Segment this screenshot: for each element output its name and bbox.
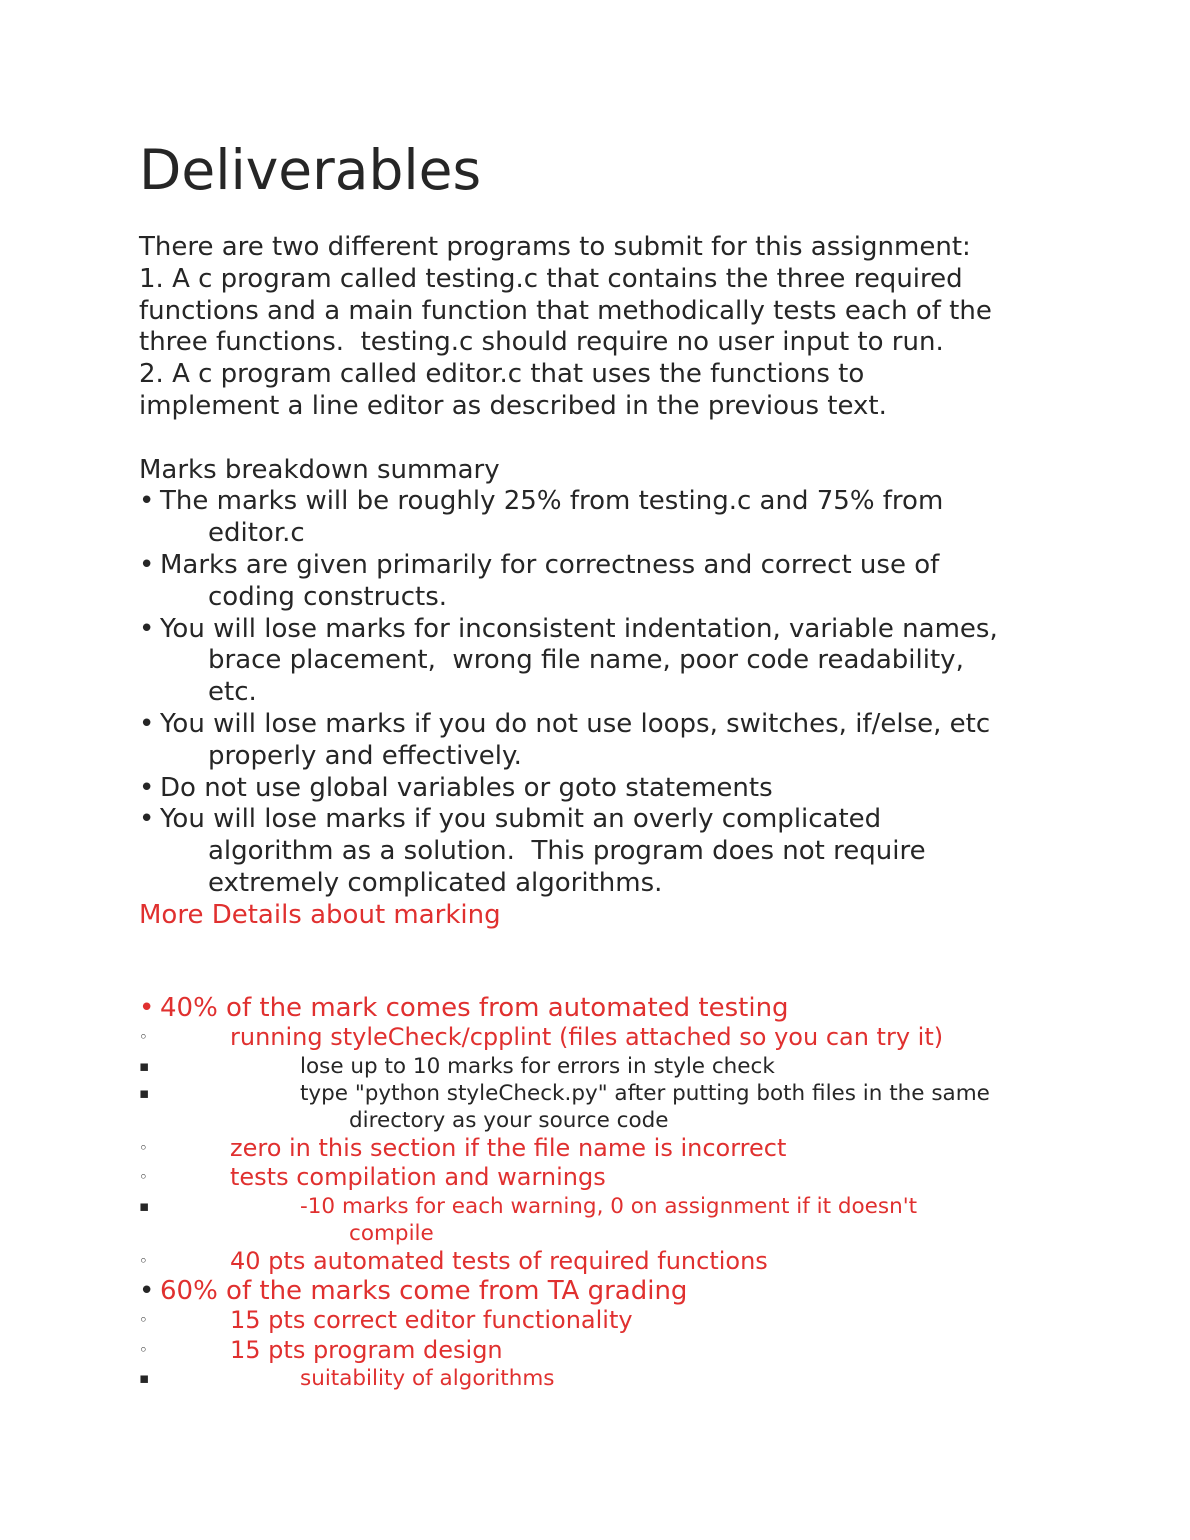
detail-item-level2 (139, 1163, 1069, 1193)
bullet-glyph: • (139, 1276, 155, 1306)
circle-bullet-glyph: ◦ (139, 1028, 148, 1046)
bullet-text-cont: algorithm as a solution. This program does not require (208, 836, 926, 867)
summary-bullet (139, 773, 1069, 805)
detail-item-level3 (139, 1193, 1069, 1247)
bullet-text: Do not use global variables or goto statements (160, 772, 773, 803)
intro-line: three functions. testing.c should require no user input to run. (139, 327, 944, 358)
bullet-text-cont: coding constructs. (208, 581, 448, 612)
detail-text: 40 pts automated tests of required functions (230, 1246, 768, 1275)
detail-text-cont: directory as your source code (349, 1107, 669, 1133)
circle-bullet-glyph: ◦ (139, 1340, 148, 1359)
summary-bullet (139, 550, 1069, 614)
marking-details-list (139, 993, 1069, 1392)
summary-bullet (139, 614, 1069, 709)
intro-line: There are two different programs to submit for this assignment: (139, 232, 971, 262)
document-body (139, 232, 1069, 932)
bullet-glyph: • (139, 486, 155, 517)
intro-line: 2. A c program called editor.c that uses the functions to (139, 359, 865, 390)
bullet-text: You will lose marks if you do not use loops, switches, if/else, etc (160, 708, 991, 739)
detail-item-level3 (139, 1053, 1069, 1080)
page-title: Deliverables (139, 138, 482, 202)
detail-text: 40% of the mark comes from automated testing (160, 993, 789, 1023)
summary-bullet (139, 804, 1069, 899)
square-bullet-glyph: ▪ (139, 1056, 150, 1075)
summary-bullet (139, 486, 1069, 550)
detail-text: 15 pts correct editor functionality (230, 1306, 633, 1334)
detail-item-level2 (139, 1306, 1069, 1336)
detail-item-level3 (139, 1365, 1069, 1392)
detail-item-level2 (139, 1023, 1069, 1053)
detail-item-level3 (139, 1080, 1069, 1134)
detail-item-level1 (139, 993, 1069, 1023)
detail-text: zero in this section if the file name is incorrect (230, 1133, 787, 1162)
bullet-text: The marks will be roughly 25% from testing.c and 75% from (160, 486, 944, 517)
detail-text: suitability of algorithms (300, 1366, 555, 1391)
intro-line: functions and a main function that methodically tests each of the (139, 295, 992, 326)
blank-line (139, 423, 1069, 455)
summary-bullet (139, 709, 1069, 773)
detail-text: tests compilation and warnings (230, 1163, 606, 1191)
square-bullet-glyph: ▪ (139, 1196, 150, 1215)
bullet-text-cont: extremely complicated algorithms. (208, 867, 663, 898)
circle-bullet-glyph: ◦ (139, 1311, 148, 1329)
bullet-text: Marks are given primarily for correctness and correct use of (160, 549, 940, 580)
detail-text: type "python styleCheck.py" after putting both files in the same (300, 1080, 990, 1106)
details-heading: More Details about marking (139, 899, 501, 930)
detail-text: lose up to 10 marks for errors in style check (300, 1053, 775, 1079)
detail-item-level2 (139, 1134, 1069, 1164)
bullet-glyph: • (139, 772, 155, 803)
detail-item-level2 (139, 1336, 1069, 1366)
bullet-text-cont: etc. (208, 677, 257, 708)
bullet-text: You will lose marks for inconsistent indentation, variable names, (160, 613, 998, 644)
intro-line: implement a line editor as described in the previous text. (139, 390, 887, 421)
summary-heading: Marks breakdown summary (139, 454, 500, 485)
detail-text: 15 pts program design (230, 1335, 503, 1364)
square-bullet-glyph: ▪ (139, 1369, 150, 1387)
detail-text: running styleCheck/cpplint (files attached so you can try it) (230, 1023, 944, 1051)
intro-line: 1. A c program called testing.c that contains the three required (139, 263, 963, 294)
circle-bullet-glyph: ◦ (139, 1168, 148, 1186)
bullet-text: You will lose marks if you submit an overly complicated (160, 804, 882, 835)
detail-item-level2 (139, 1247, 1069, 1277)
bullet-text-cont: brace placement, wrong file name, poor code readability, (208, 645, 964, 676)
bullet-glyph: • (139, 708, 155, 739)
detail-text: 60% of the marks come from TA grading (160, 1276, 688, 1306)
bullet-glyph: • (139, 549, 155, 580)
detail-text-cont: compile (349, 1220, 434, 1246)
detail-item-level1 (139, 1276, 1069, 1306)
detail-text: -10 marks for each warning, 0 on assignment if it doesn't (300, 1193, 918, 1219)
circle-bullet-glyph: ◦ (139, 1251, 148, 1270)
circle-bullet-glyph: ◦ (139, 1138, 148, 1157)
square-bullet-glyph: ▪ (139, 1083, 150, 1102)
bullet-glyph: • (139, 804, 155, 835)
bullet-text-cont: editor.c (208, 518, 305, 549)
bullet-glyph: • (139, 613, 155, 644)
bullet-glyph: • (139, 993, 155, 1023)
bullet-text-cont: properly and effectively. (208, 740, 522, 771)
